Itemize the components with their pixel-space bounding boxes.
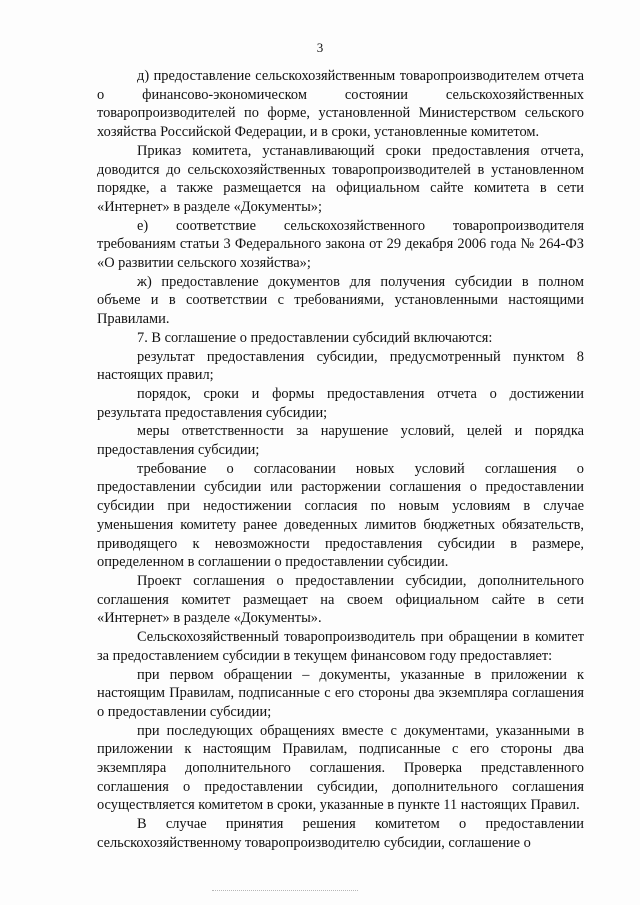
paragraph-report-procedure: порядок, сроки и формы предоставления отчета о достижении результата предоставления субсидии; [97,385,584,421]
scan-artifact-mark [212,890,358,896]
paragraph-committee-order: Приказ комитета, устанавливающий сроки предоставления отчета, доводится до сельскохозяйственных товаропроизводителей в установленном порядке, а также размещается на официальном сайте комитета в сети «Интернет» в разделе «Документы»; [97,142,584,215]
paragraph-liability: меры ответственности за нарушение условий, целей и порядка предоставления субсидии; [97,423,584,459]
paragraph-draft-agreement: Проект соглашения о предоставлении субсидии, дополнительного соглашения комитет размещает на своем официальном сайте в сети «Интернет» в разделе «Документы». [97,572,584,627]
paragraph-result: результат предоставления субсидии, предусмотренный пунктом 8 настоящих правил; [97,348,584,384]
paragraph-zh-documents: ж) предоставление документов для получения субсидии в полном объеме и в соответствии с требованиями, установленными настоящими Правилами. [97,273,584,328]
document-body [97,67,584,853]
paragraph-renegotiation: требование о согласовании новых условий соглашения о предоставлении субсидии или расторжении соглашения о предоставлении субсидии при недостижении согласия по новым условиям в случае уменьшения комитету ранее доведенных лимитов бюджетных обязательств, приводящего к невозможности предоставления субсидии в размере, определенном в соглашении о предоставлении субсидии. [97,460,584,571]
page-number: 3 [316,40,324,55]
paragraph-subsequent-applications: при последующих обращениях вместе с документами, указанными в приложении к настоящим Правилам, подписанные с его стороны два экземпляра дополнительного соглашения. Проверка представленного соглашения о предоставлении субсидии, дополнительного соглашения осуществляется комитетом в сроки, указанные в пункте 11 настоящих Правил. [97,722,584,814]
paragraph-7-heading: 7. В соглашение о предоставлении субсидий включаются: [137,329,493,346]
paragraph-first-application: при первом обращении – документы, указанные в приложении к настоящим Правилам, подписанные с его стороны два экземпляра соглашения о предоставлении субсидии; [97,666,584,720]
paragraph-decision: В случае принятия решения комитетом о предоставлении сельскохозяйственному товаропроизводителю субсидии, соглашение о [97,816,584,851]
paragraph-d-report: д) предоставление сельскохозяйственным товаропроизводителем отчета о финансово-экономическом состоянии сельскохозяйственных товаропроизводителей по форме, установленной Министерством сельского хозяйства Российской Федерации, и в сроки, установленные комитетом. [97,68,584,141]
paragraph-e-compliance: е) соответствие сельскохозяйственного товаропроизводителя требованиям статьи 3 Федерального закона от 29 декабря 2006 года № 264-ФЗ «О развитии сельского хозяйства»; [97,217,584,272]
paragraph-producer-application: Сельскохозяйственный товаропроизводитель при обращении в комитет за предоставлением субсидии в текущем финансовом году предоставляет: [97,629,584,664]
